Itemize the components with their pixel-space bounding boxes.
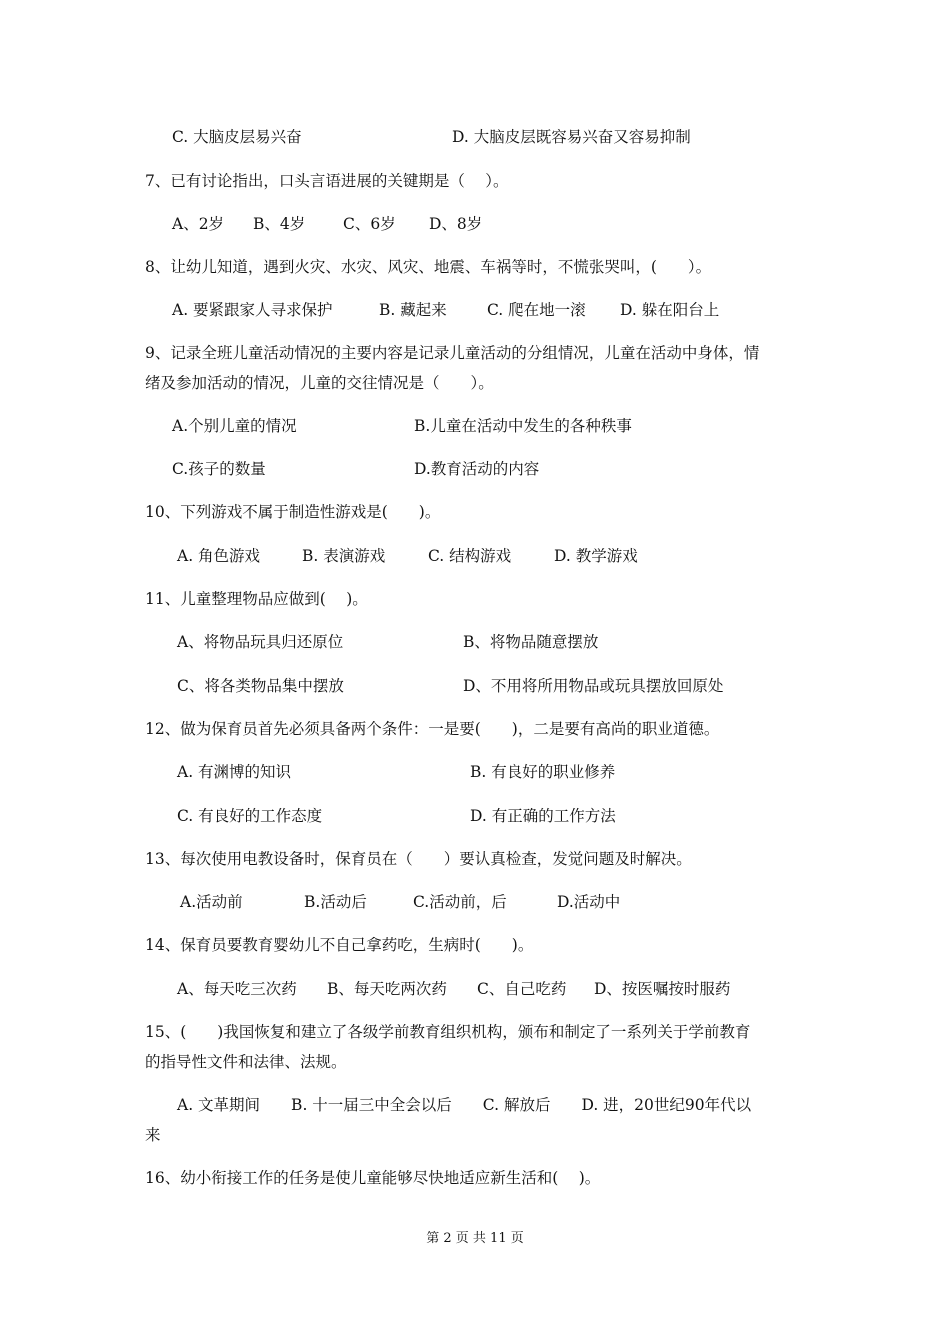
q13-option-a: A.活动前 <box>180 893 243 911</box>
q9-stem-line2: 绪及参加活动的情况，儿童的交往情况是（ ）。 <box>145 374 494 392</box>
page-number-footer: 第 2 页 共 11 页 <box>426 1231 524 1246</box>
q7-option-a: A、2岁 <box>172 215 225 233</box>
q13-option-d: D.活动中 <box>557 893 621 911</box>
q16-stem: 16、幼小衔接工作的任务是使儿童能够尽快地适应新生活和( )。 <box>145 1169 601 1187</box>
q7-option-d: D、8岁 <box>429 215 483 233</box>
q11-option-c: C、将各类物品集中摆放 <box>177 677 344 695</box>
q6-option-c: C. 大脑皮层易兴奋 <box>172 128 302 146</box>
q12-option-c: C. 有良好的工作态度 <box>177 807 323 825</box>
q8-option-a: A. 要紧跟家人寻求保护 <box>172 301 333 319</box>
q8-option-b: B. 藏起来 <box>379 301 447 319</box>
q7-option-c: C、6岁 <box>343 215 396 233</box>
q9-option-c: C.孩子的数量 <box>172 460 266 478</box>
q10-option-a: A. 角色游戏 <box>177 547 261 565</box>
q15-stem-line1: 15、( )我国恢复和建立了各级学前教育组织机构，颁布和制定了一系列关于学前教育 <box>145 1023 751 1041</box>
q8-option-d: D. 躲在阳台上 <box>620 301 720 319</box>
q9-stem-line1: 9、记录全班儿童活动情况的主要内容是记录儿童活动的分组情况，儿童在活动中身体，情 <box>145 344 760 362</box>
q11-stem: 11、儿童整理物品应做到( )。 <box>145 590 368 608</box>
q15-stem-line2: 的指导性文件和法律、法规。 <box>145 1053 347 1071</box>
q10-option-b: B. 表演游戏 <box>302 547 386 565</box>
q10-option-c: C. 结构游戏 <box>428 547 512 565</box>
q9-option-b: B.儿童在活动中发生的各种秩事 <box>414 417 632 435</box>
q13-stem: 13、每次使用电教设备时，保育员在（ ）要认真检查，发觉问题及时解决。 <box>145 850 692 868</box>
q14-option-c: C、自己吃药 <box>477 980 567 998</box>
q15-options: A. 文革期间 B. 十一届三中全会以后 C. 解放后 D. 进，20世纪90年代以 <box>177 1096 752 1114</box>
q10-option-d: D. 教学游戏 <box>554 547 638 565</box>
q15-options-wrap: 来 <box>145 1126 161 1144</box>
q10-stem: 10、下列游戏不属于制造性游戏是( )。 <box>145 503 441 521</box>
q14-option-a: A、每天吃三次药 <box>177 980 297 998</box>
q6-option-d: D. 大脑皮层既容易兴奋又容易抑制 <box>452 128 691 146</box>
q8-stem: 8、让幼儿知道，遇到火灾、水灾、风灾、地震、车祸等时，不慌张哭叫，( ）。 <box>145 258 712 276</box>
q14-stem: 14、保育员要教育婴幼儿不自己拿药吃，生病时( )。 <box>145 936 534 954</box>
q11-option-d: D、不用将所用物品或玩具摆放回原处 <box>463 677 724 695</box>
q14-option-b: B、每天吃两次药 <box>327 980 447 998</box>
q13-option-b: B.活动后 <box>304 893 367 911</box>
q12-option-b: B. 有良好的职业修养 <box>470 763 616 781</box>
q8-option-c: C. 爬在地一滚 <box>487 301 586 319</box>
q7-option-b: B、4岁 <box>253 215 306 233</box>
q9-option-a: A.个别儿童的情况 <box>172 417 297 435</box>
q12-option-d: D. 有正确的工作方法 <box>470 807 616 825</box>
q13-option-c: C.活动前，后 <box>413 893 507 911</box>
q14-option-d: D、按医嘱按时服药 <box>594 980 731 998</box>
q11-option-a: A、将物品玩具归还原位 <box>177 633 344 651</box>
q9-option-d: D.教育活动的内容 <box>414 460 540 478</box>
q12-stem: 12、做为保育员首先必须具备两个条件：一是要( )，二是要有高尚的职业道德。 <box>145 720 720 738</box>
q11-option-b: B、将物品随意摆放 <box>463 633 599 651</box>
q12-option-a: A. 有渊博的知识 <box>177 763 292 781</box>
q7-stem: 7、已有讨论指出，口头言语进展的关键期是（ ）。 <box>145 172 509 190</box>
